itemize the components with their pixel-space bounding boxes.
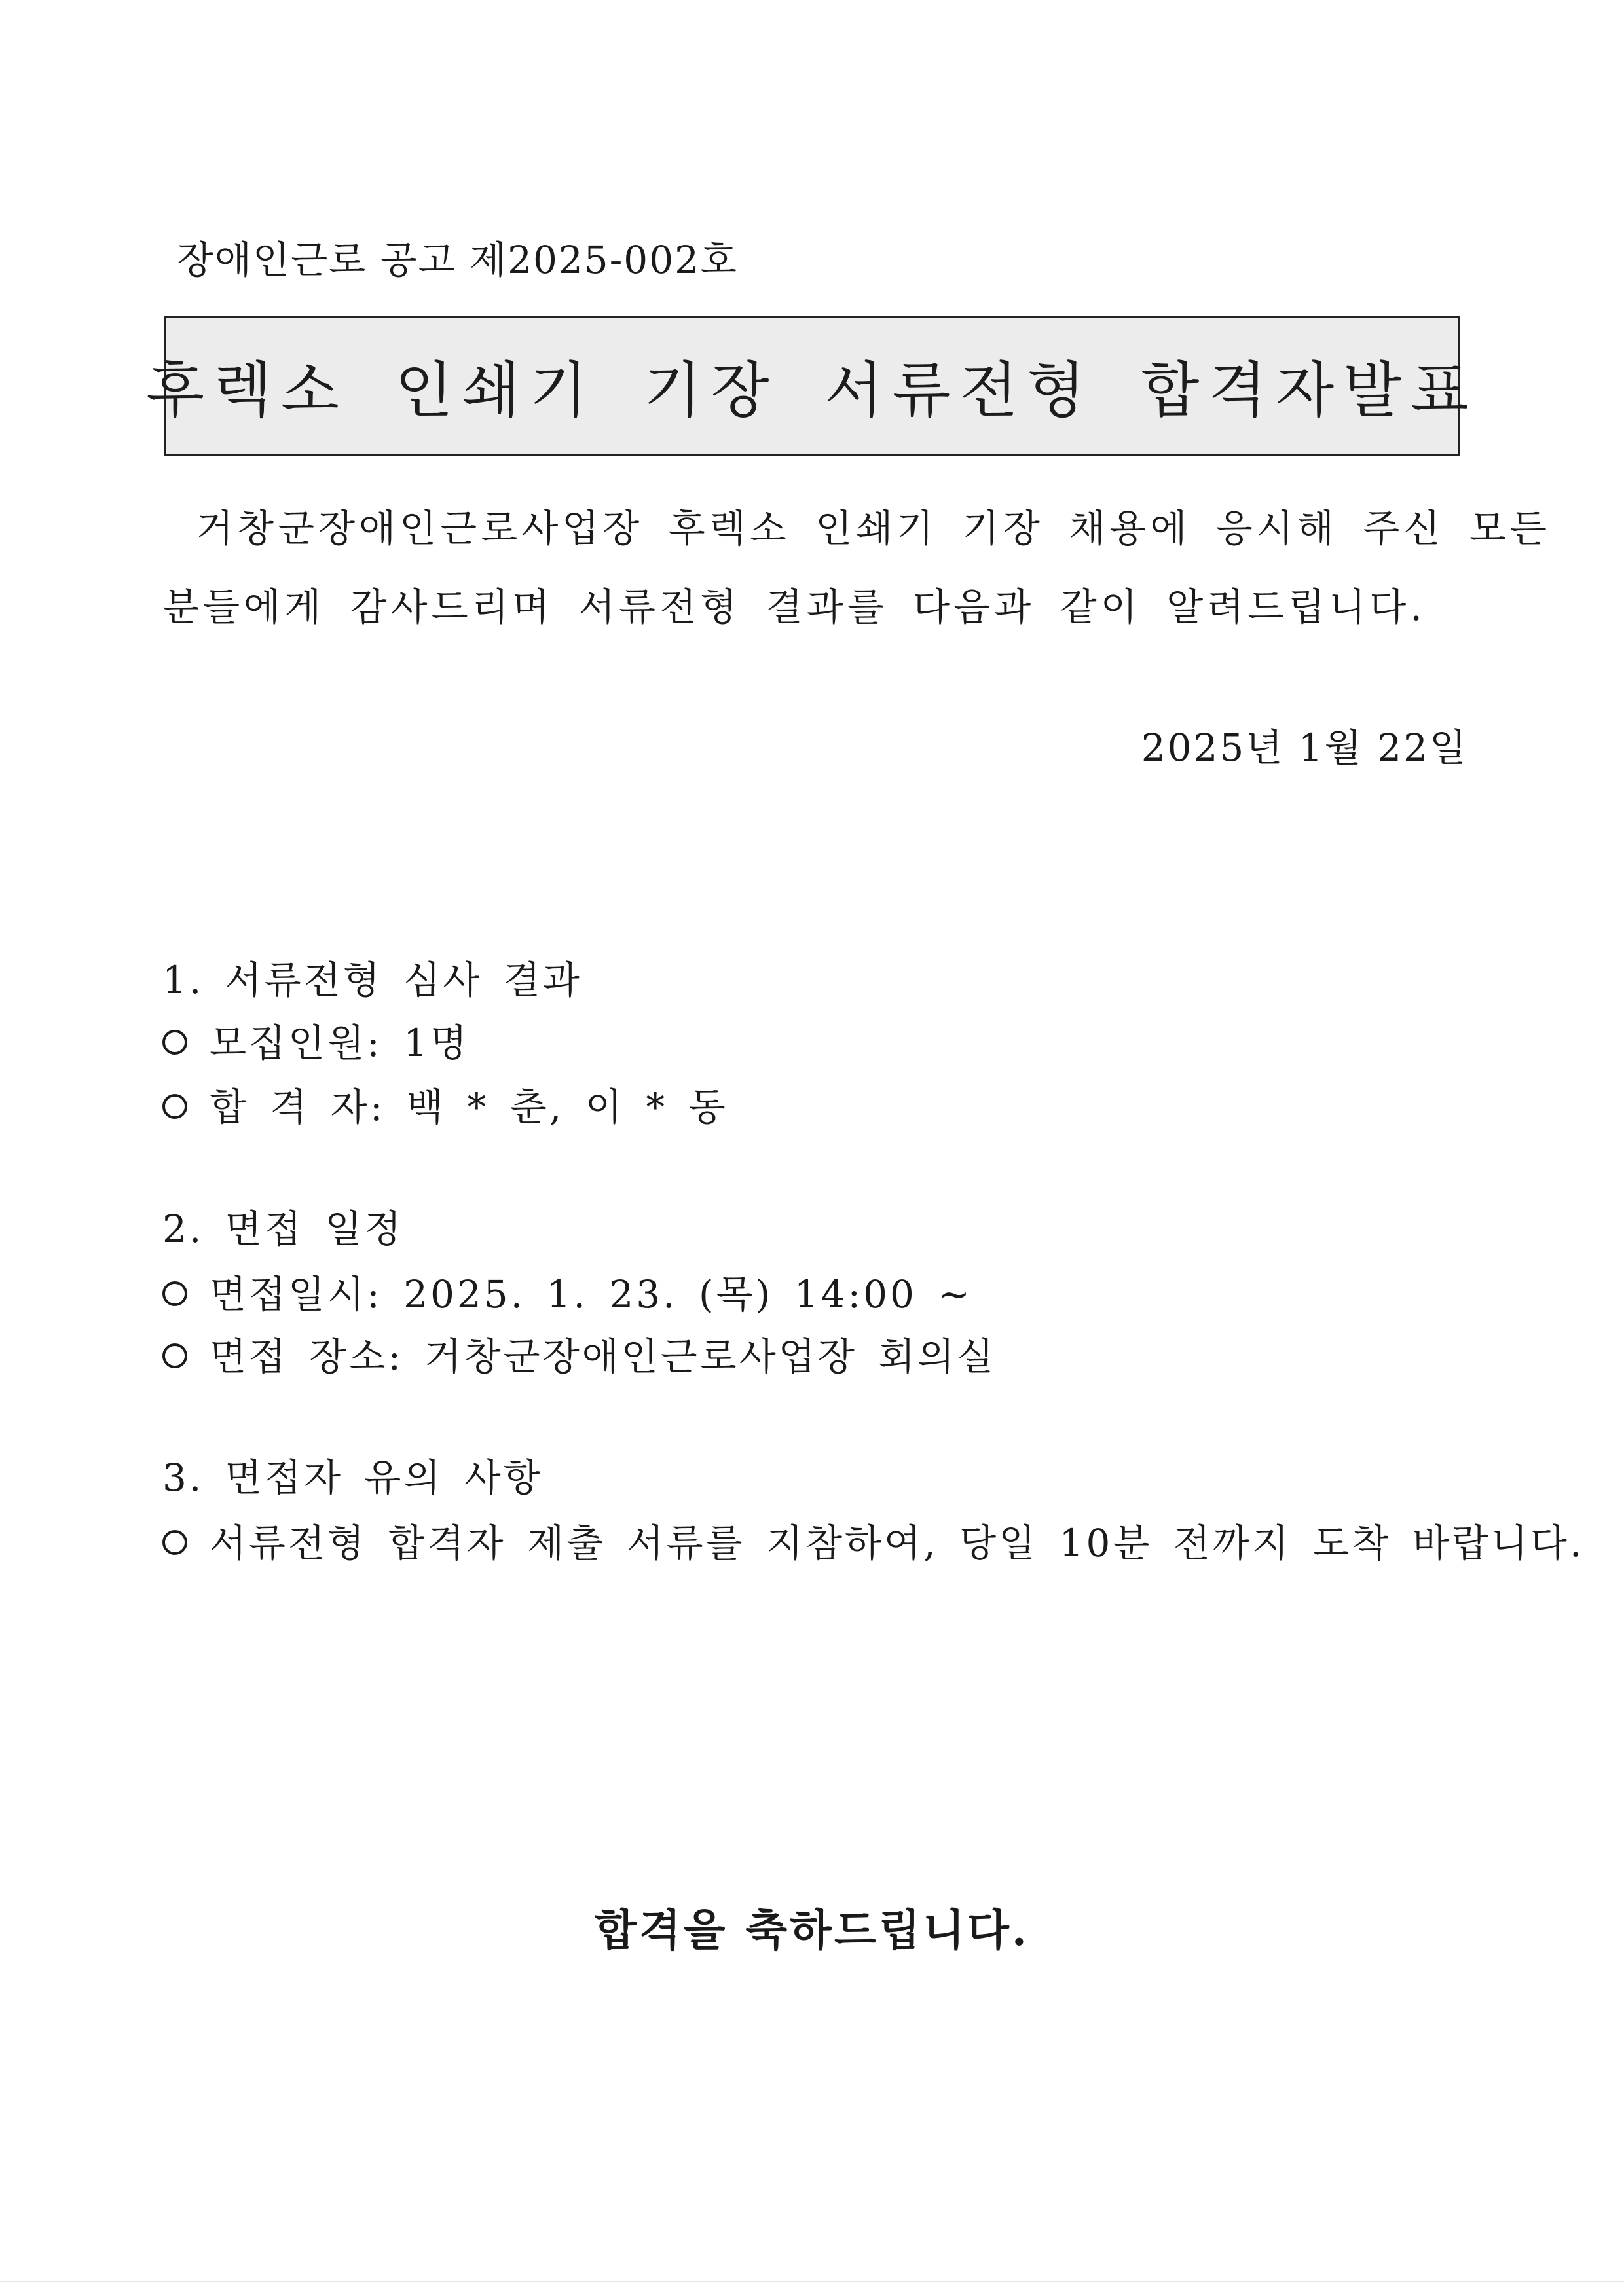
- section-3-item: [162, 1512, 1584, 1567]
- item-text: 면접일시: 2025. 1. 23. (목) 14:00 ~: [210, 1272, 972, 1317]
- title-box: [146, 316, 1478, 456]
- intro-line-1: 거창군장애인근로사업장 후렉소 인쇄기 기장 채용에 응시해 주신 모든: [196, 506, 1551, 551]
- notice-number: 장애인근로 공고 제2025-002호: [177, 238, 739, 282]
- circle-bullet-icon: [162, 1030, 187, 1055]
- item-text: 합 격 자: 백 * 춘, 이 * 동: [210, 1085, 728, 1129]
- scan-edge-divider: [0, 2281, 1624, 2282]
- section-2-heading: 2. 면접 일정: [162, 1207, 404, 1251]
- section-3-heading: 3. 면접자 유의 사항: [162, 1455, 543, 1500]
- circle-bullet-icon: [162, 1343, 187, 1368]
- section-2-item: [162, 1264, 972, 1319]
- section-2-item: [162, 1326, 996, 1381]
- page-title: 후렉소 인쇄기 기장 서류전형 합격자발표: [146, 355, 1478, 426]
- item-text: 면접 장소: 거창군장애인근로사업장 회의실: [210, 1334, 997, 1379]
- intro-line-2: 분들에게 감사드리며 서류전형 결과를 다음과 같이 알려드립니다.: [162, 585, 1426, 629]
- circle-bullet-icon: [162, 1530, 187, 1555]
- announcement-date: 2025년 1월 22일: [1141, 725, 1468, 770]
- section-1-item: [162, 1012, 470, 1067]
- circle-bullet-icon: [162, 1281, 187, 1306]
- item-text: 모집인원: 1명: [210, 1021, 470, 1065]
- section-1-item: [162, 1076, 728, 1131]
- closing-message: 합격을 축하드립니다.: [595, 1904, 1029, 1956]
- section-1-heading: 1. 서류전형 심사 결과: [162, 958, 582, 1002]
- circle-bullet-icon: [162, 1094, 187, 1119]
- item-text: 서류전형 합격자 제출 서류를 지참하여, 당일 10분 전까지 도착 바랍니다.: [210, 1521, 1585, 1565]
